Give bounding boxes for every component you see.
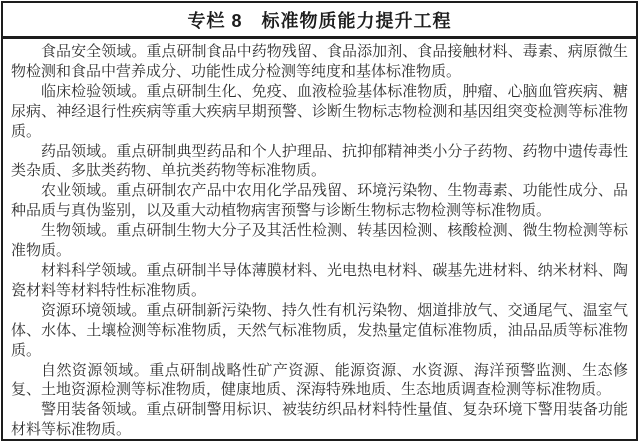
paragraph-materials-science: 材料科学领域。重点研制半导体薄膜材料、光电热电材料、碳基先进材料、纳米材料、陶瓷材料等材料特性标准物质。	[11, 262, 628, 299]
paragraph-food-safety: 食品安全领域。重点研制食品中药物残留、食品添加剂、食品接触材料、毒素、病原微生物检测和食品中营养成分、功能性成分检测等纯度和基体标准物质。	[11, 44, 628, 80]
paragraph-agriculture: 农业领域。重点研制农产品中农用化学品残留、环境污染物、生物毒素、功能性成分、品种品质与真伪鉴别，以及重大动植物病害预警与诊断生物标志物检测等标准物质。	[11, 183, 628, 220]
paragraph-pharmaceuticals: 药品领域。重点研制典型药品和个人护理品、抗抑郁精神类小分子药物、药物中遗传毒性类杂质、多肽类药物、单抗类药物等标准物质。	[11, 143, 628, 180]
paragraph-biology: 生物领域。重点研制生物大分子及其活性检测、转基因检测、核酸检测、微生物检测等标准物质。	[11, 223, 628, 260]
paragraph-natural-resources: 自然资源领域。重点研制战略性矿产资源、能源资源、水资源、海洋预警监测、生态修复、土地资源检测等标准物质，健康地质、深海特殊地质、生态地质调查检测等标准物质。	[11, 362, 628, 399]
paragraph-police-equipment: 警用装备领域。重点研制警用标识、被装纺织品材料特性量值、复杂环境下警用装备功能材料等标准物质。	[11, 402, 628, 439]
panel-title: 专栏 8 标准物质能力提升工程	[3, 3, 636, 39]
paragraph-clinical-testing: 临床检验领域。重点研制生化、免疫、血液检验基体标准物质，肿瘤、心脑血管疾病、糖尿病、神经退行性疾病等重大疾病早期预警、诊断生物标志物检测和基因组突变检测等标准物质。	[11, 83, 628, 140]
column-8-panel	[1, 1, 638, 441]
panel-body	[3, 39, 636, 439]
paragraph-resource-environment: 资源环境领域。重点研制新污染物、持久性有机污染物、烟道排放气、交通尾气、温室气体、水体、土壤检测等标准物质，天然气标准物质，发热量定值标准物质，油品品质等标准物质。	[11, 302, 628, 359]
